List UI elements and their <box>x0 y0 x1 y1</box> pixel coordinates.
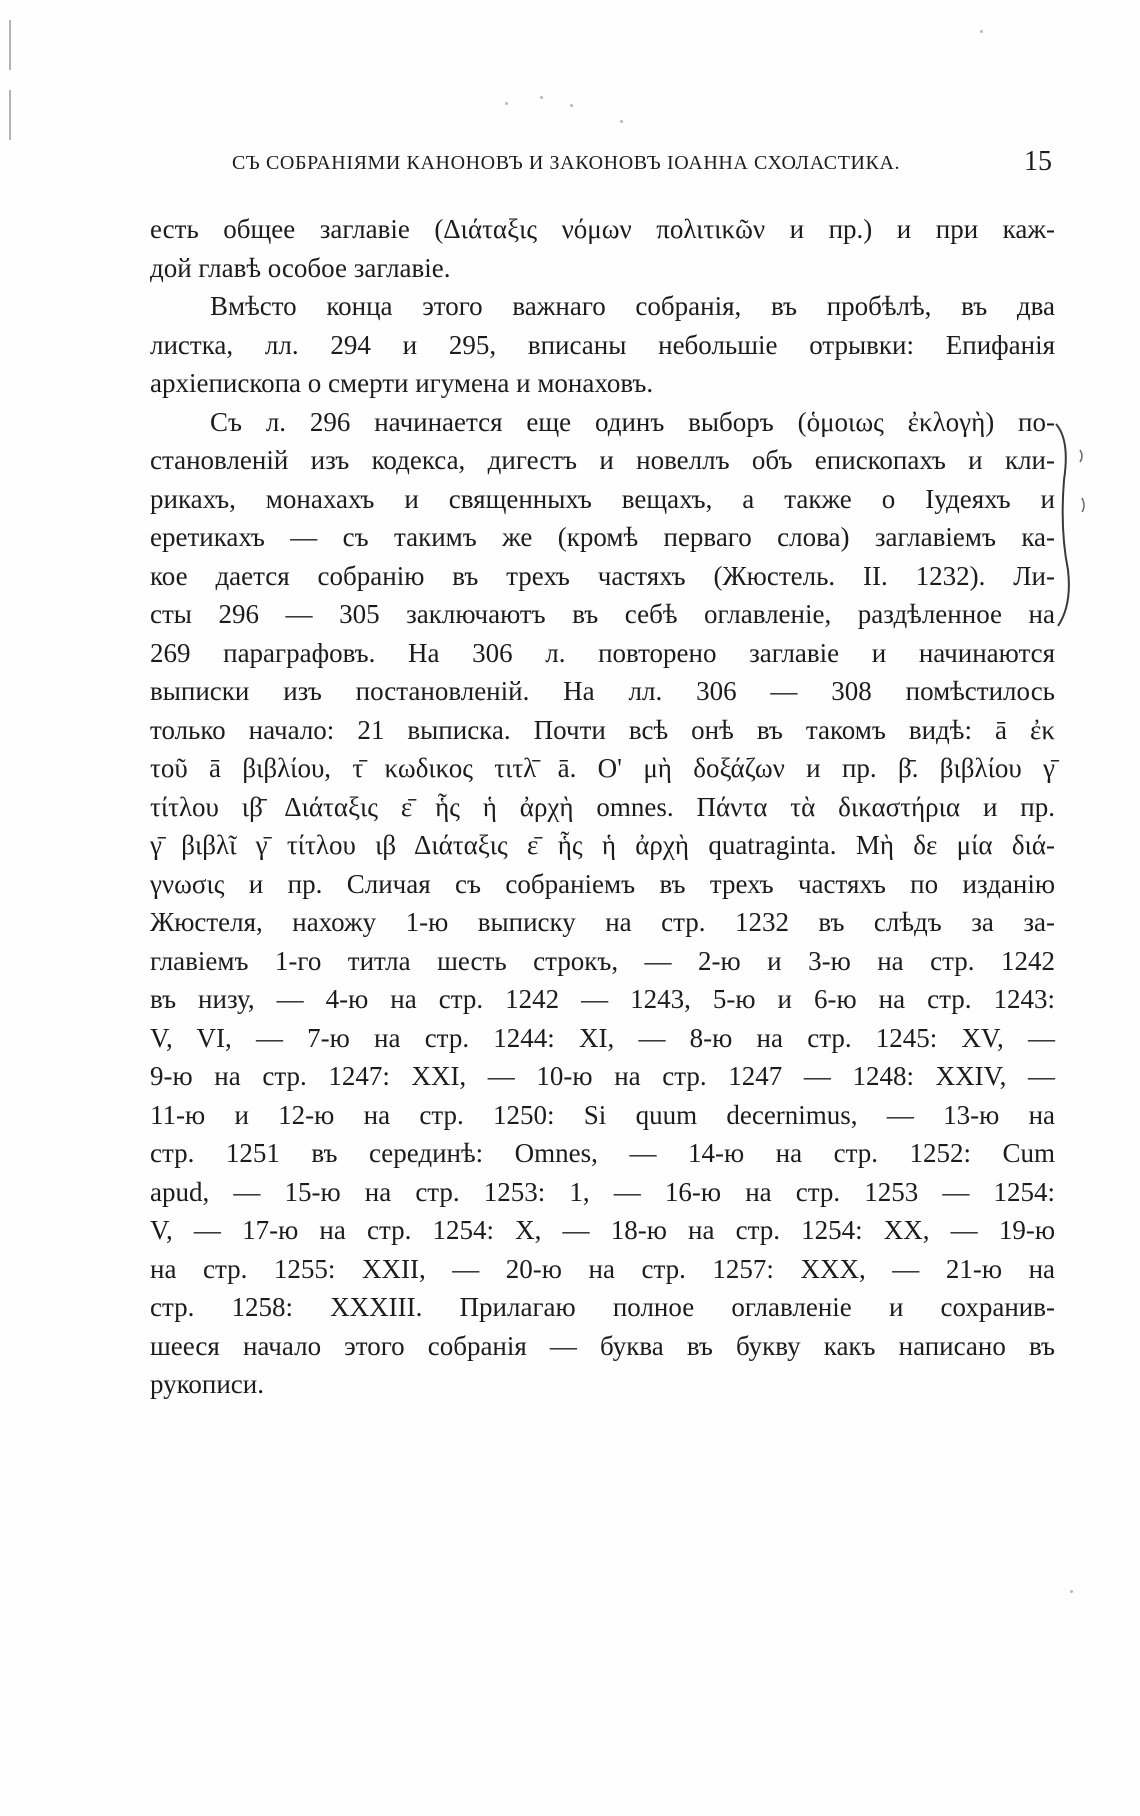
body-text <box>150 210 1055 1404</box>
text-line: apud, — 15-ю на стр. 1253: 1, — 16-ю на стр. 1253 — 1254: <box>150 1176 1055 1207</box>
text-line: Жюстеля, нахожу 1-ю выписку на стр. 1232 въ слѣдъ за за- <box>150 907 1055 937</box>
text-line: есть общее заглавіе (Διάταξις νόμων πολιτικῶν и пр.) и при каж- <box>150 214 1055 244</box>
text-line: главіемъ 1-го титла шесть строкъ, — 2-ю и 3-ю на стр. 1242 <box>150 945 1055 976</box>
text-line: становленій изъ кодекса, дигестъ и новеллъ объ епископахъ и кли- <box>150 445 1055 475</box>
page-number: 15 <box>1024 146 1052 177</box>
text-line: γνωσις и пр. Сличая съ собраніемъ въ трехъ частяхъ по изданію <box>150 868 1055 899</box>
text-line: на стр. 1255: XXII, — 20-ю на стр. 1257: XXX, — 21-ю на <box>150 1253 1055 1284</box>
text-line: Вмѣсто конца этого важнаго собранія, въ пробѣлѣ, въ два <box>210 291 1055 321</box>
text-line: рукописи. <box>150 1369 264 1399</box>
text-line: V, — 17-ю на стр. 1254: X, — 18-ю на стр. 1254: XX, — 19-ю <box>150 1215 1055 1245</box>
text-line: листка, лл. 294 и 295, вписаны небольшіе отрывки: Епифанія <box>150 329 1055 360</box>
paper-speck <box>540 96 543 99</box>
paper-speck <box>1070 1590 1073 1593</box>
paper-speck <box>570 104 573 107</box>
text-line: 9-ю на стр. 1247: XXI, — 10-ю на стр. 1247 — 1248: XXIV, — <box>150 1061 1055 1091</box>
text-line: только начало: 21 выписка. Почти всѣ онѣ въ такомъ видѣ: ā ἐκ <box>150 714 1055 745</box>
paper-speck <box>980 30 983 33</box>
running-title: СЪ СОБРАНІЯМИ КАНОНОВЪ И ЗАКОНОВЪ ІОАННА СХОЛАСТИКА. <box>232 152 901 174</box>
running-header <box>232 146 1052 186</box>
text-line: Съ л. 296 начинается еще одинъ выборъ (ὁμοιως ἐκλογὴ) по- <box>210 406 1055 437</box>
text-line: τίτλου ιβ̄ Διάταξις ε̄ ἧς ἡ ἀρχὴ omnes. Πάντα τὰ δικαστήρια и пр. <box>150 791 1055 822</box>
text-line: стр. 1251 въ серединѣ: Omnes, — 14-ю на стр. 1252: Cum <box>150 1138 1055 1168</box>
text-line: еретикахъ — съ такимъ же (кромѣ перваго слова) заглавіемъ ка- <box>150 522 1055 552</box>
page-edge-mark <box>8 20 12 140</box>
text-line: рикахъ, монахахъ и священныхъ вещахъ, а также о Іудеяхъ и <box>150 483 1055 514</box>
text-line: τοῦ ā βιβλίου, τ̄ κωδικος τιτλ̄ ā. Ο' μὴ δοξάζων и пр. β̄. βιβλίου γ̄ <box>150 753 1055 783</box>
paper-speck <box>505 102 508 105</box>
text-line: въ низу, — 4-ю на стр. 1242 — 1243, 5-ю и 6-ю на стр. 1243: <box>150 984 1055 1014</box>
text-line: V, VI, — 7-ю на стр. 1244: XI, — 8-ю на стр. 1245: XV, — <box>150 1022 1055 1053</box>
text-line: стр. 1258: XXXIII. Прилагаю полное оглавленіе и сохранив- <box>150 1292 1055 1322</box>
text-line: сты 296 — 305 заключаютъ въ себѣ оглавленіе, раздѣленное на <box>150 599 1055 629</box>
text-line: 269 параграфовъ. На 306 л. повторено заглавіе и начинаются <box>150 637 1055 668</box>
text-line: γ̄ βιβλῖ γ̄ τίτλου ιβ Διάταξις ε̄ ἧς ἡ ἀρχὴ quatraginta. Μὴ δε μία διά- <box>150 830 1055 860</box>
text-line: шееся начало этого собранія — буква въ букву какъ написано въ <box>150 1330 1055 1361</box>
text-line: кое дается собранію въ трехъ частяхъ (Жюстель. II. 1232). Ли- <box>150 560 1055 591</box>
text-line: выписки изъ постановленій. На лл. 306 — 308 помѣстилось <box>150 676 1055 706</box>
text-line: 11-ю и 12-ю на стр. 1250: Si quum decernimus, — 13-ю на <box>150 1099 1055 1130</box>
text-line: архіепископа о смерти игумена и монаховъ. <box>150 368 654 398</box>
text-line: дой главѣ особое заглавіе. <box>150 252 451 283</box>
paper-speck <box>620 120 623 123</box>
margin-bracket-mark <box>1050 420 1090 630</box>
